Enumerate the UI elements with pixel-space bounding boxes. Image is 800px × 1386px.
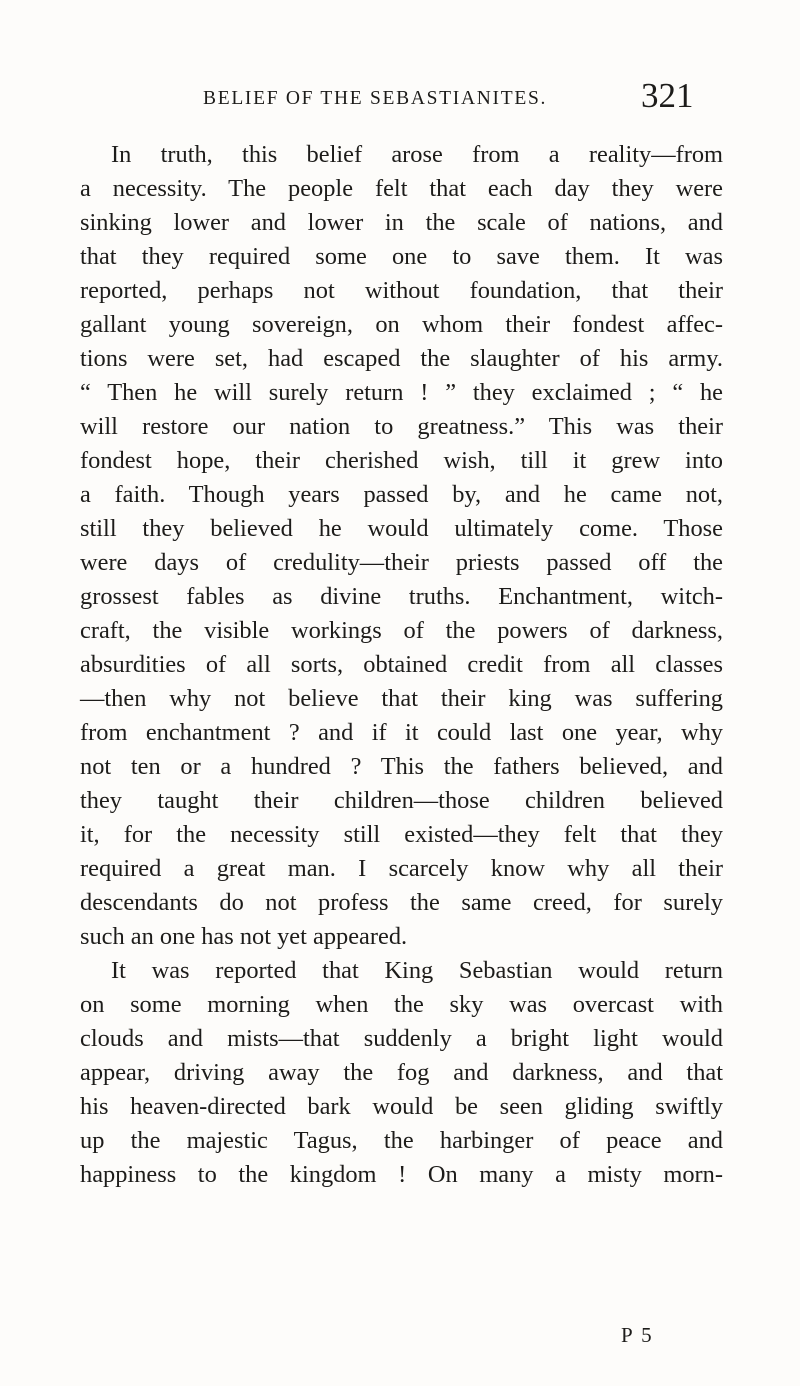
text-line: sinking lower and lower in the scale of nations, and [80,209,723,236]
text-line: “ Then he will surely return ! ” they exclaimed ; “ he [80,379,723,406]
body-text [80,138,723,1192]
text-line: happiness to the kingdom ! On many a misty morn- [80,1161,723,1188]
text-line: In truth, this belief arose from a reality—from [111,141,723,168]
text-line: they taught their children—those children believed [80,787,723,814]
text-line: such an one has not yet appeared. [80,923,408,950]
text-line: a faith. Though years passed by, and he came not, [80,481,723,508]
text-line: It was reported that King Sebastian would return [111,957,723,984]
text-line: appear, driving away the fog and darkness, and that [80,1059,723,1086]
text-line: from enchantment ? and if it could last one year, why [80,719,723,746]
text-line: still they believed he would ultimately come. Those [80,515,723,542]
text-line: were days of credulity—their priests passed off the [80,549,723,576]
text-line: grossest fables as divine truths. Enchantment, witch- [80,583,723,610]
text-line: will restore our nation to greatness.” This was their [80,413,723,440]
page-number: 321 [641,76,694,115]
text-line: it, for the necessity still existed—they felt that they [80,821,723,848]
running-head [0,74,800,118]
signature-mark: P 5 [621,1323,654,1347]
text-line: up the majestic Tagus, the harbinger of peace and [80,1127,723,1154]
text-line: on some morning when the sky was overcast with [80,991,723,1018]
text-line: descendants do not profess the same creed, for surely [80,889,723,916]
text-line: craft, the visible workings of the powers of darkness, [80,617,723,644]
text-line: reported, perhaps not without foundation, that their [80,277,723,304]
text-line: required a great man. I scarcely know why all their [80,855,723,882]
text-line: a necessity. The people felt that each day they were [80,175,723,202]
text-line: his heaven-directed bark would be seen gliding swiftly [80,1093,723,1120]
running-title: BELIEF OF THE SEBASTIANITES. [203,88,548,109]
text-line: absurdities of all sorts, obtained credit from all classes [80,651,723,678]
text-line: —then why not believe that their king was suffering [80,685,723,712]
text-line: clouds and mists—that suddenly a bright light would [80,1025,723,1052]
text-line: that they required some one to save them. It was [80,243,723,270]
text-line: fondest hope, their cherished wish, till it grew into [80,447,723,474]
text-line: not ten or a hundred ? This the fathers believed, and [80,753,723,780]
text-line: gallant young sovereign, on whom their fondest affec- [80,311,723,338]
text-line: tions were set, had escaped the slaughter of his army. [80,345,723,372]
